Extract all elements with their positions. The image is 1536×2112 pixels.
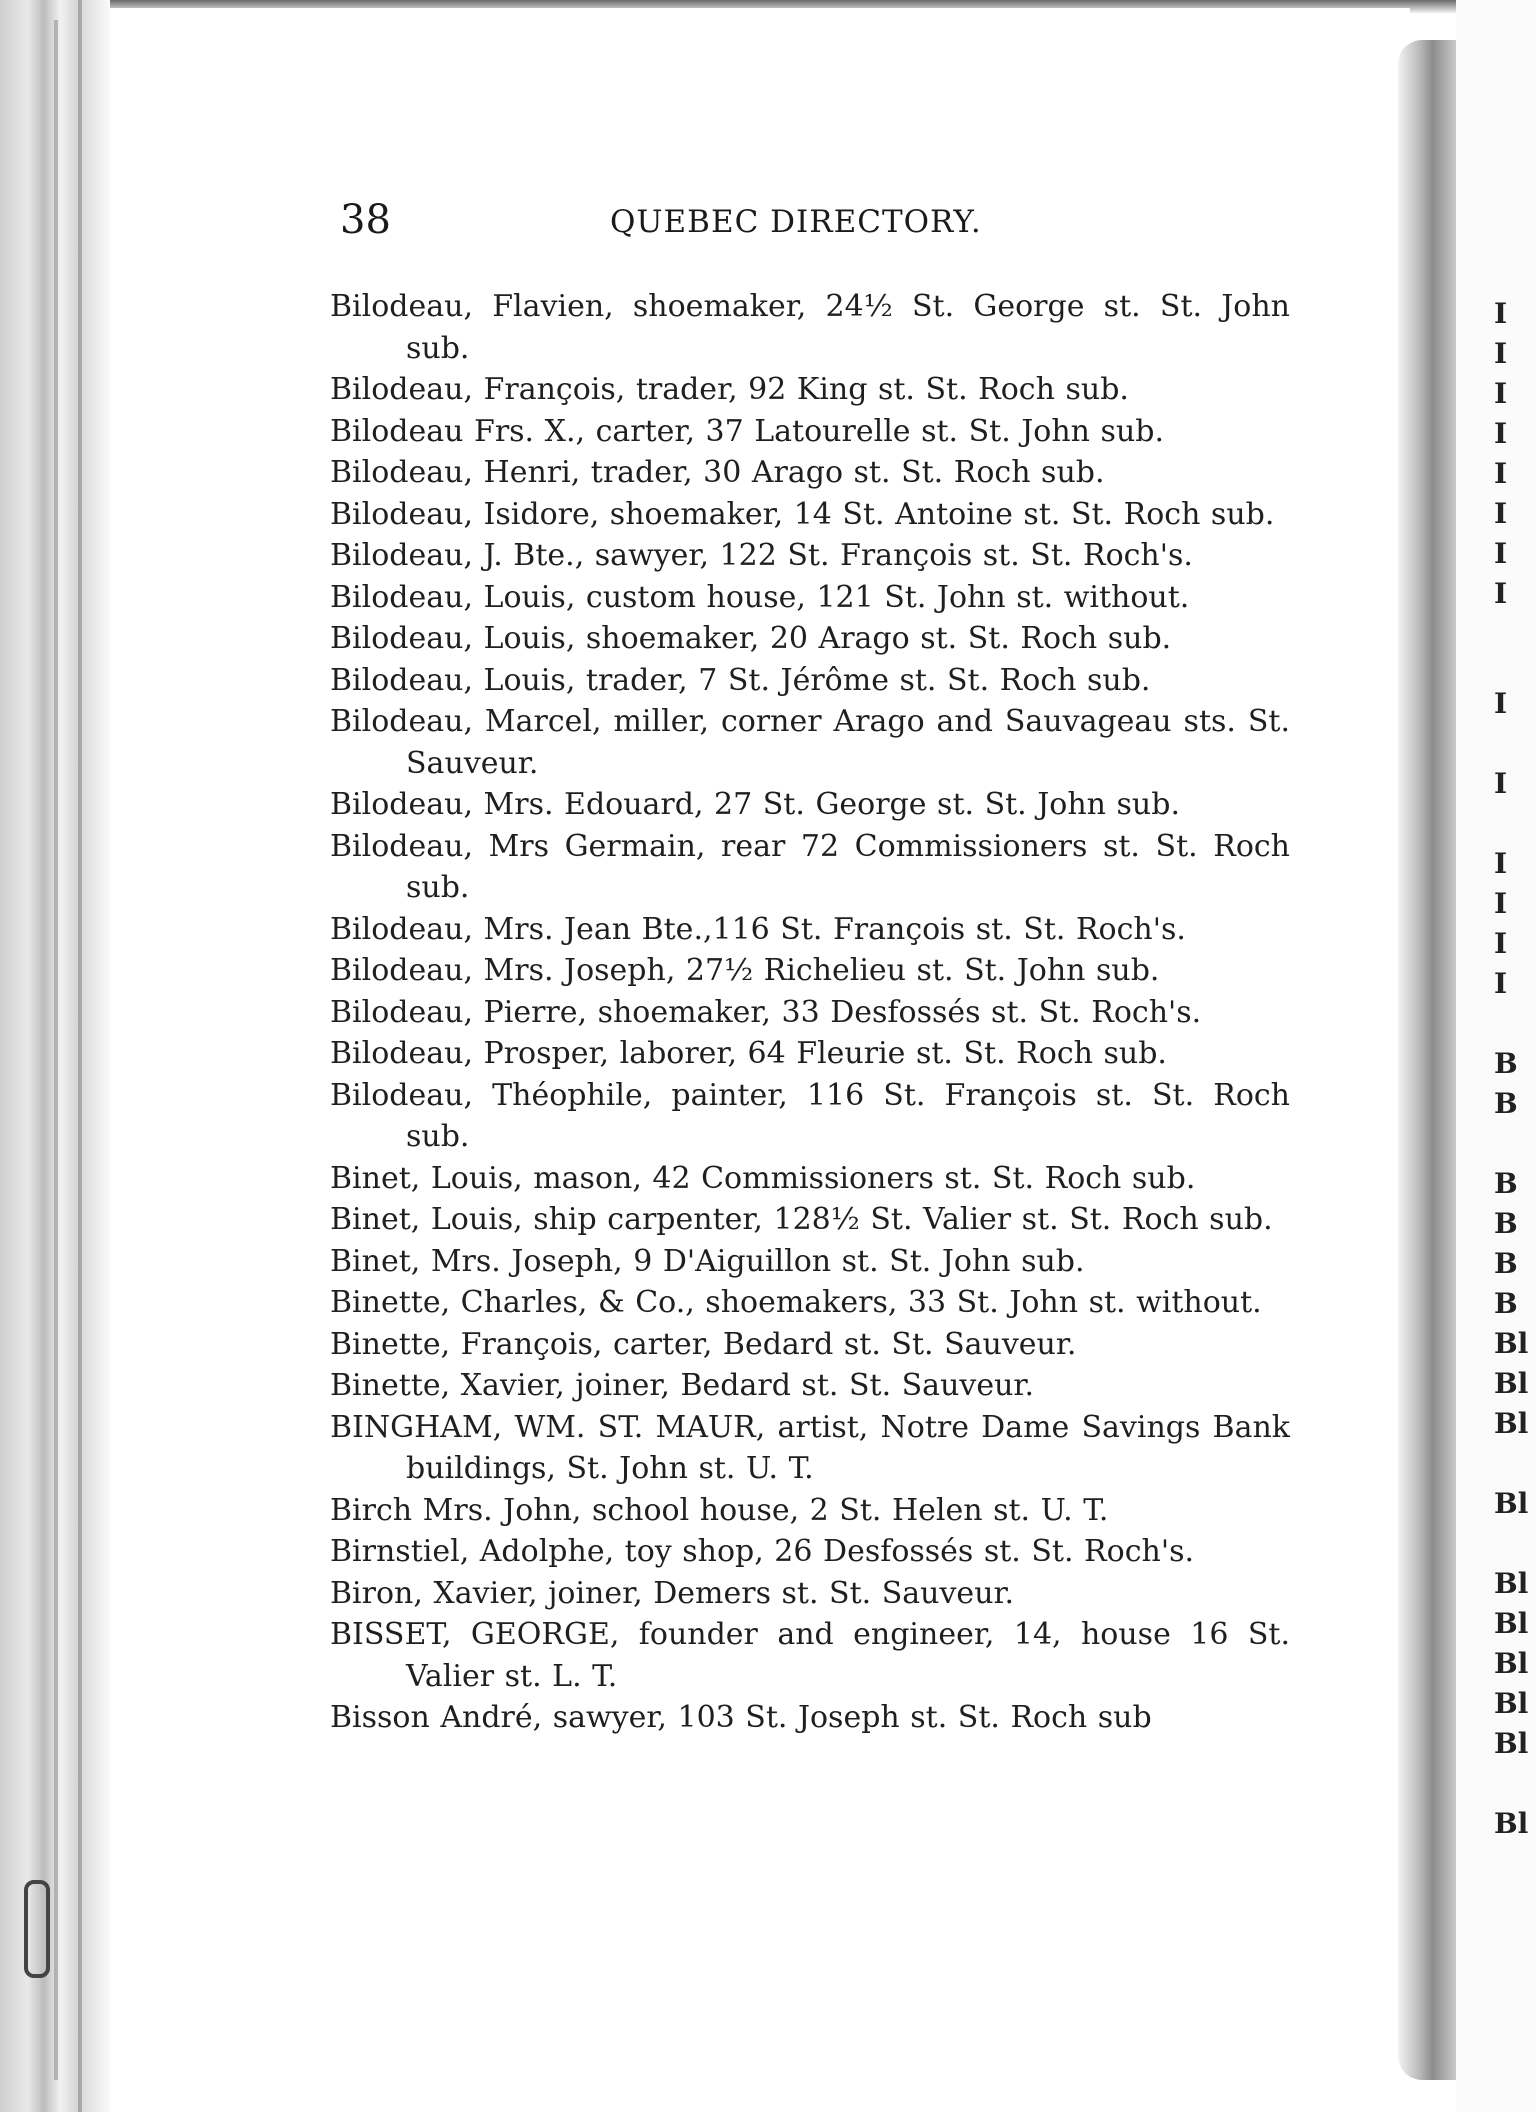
directory-entry: Bilodeau, Mrs. Edouard, 27 St. George st. St. John sub. (330, 787, 1180, 822)
directory-entry: Bilodeau Frs. X., carter, 37 Latourelle st. St. John sub. (330, 413, 1164, 449)
directory-entry: Bilodeau, Prosper, laborer, 64 Fleurie st. St. Roch sub. (330, 1036, 1167, 1071)
directory-entry: Bilodeau, J. Bte., sawyer, 122 St. François st. St. Roch's. (330, 538, 1193, 573)
adjacent-page-letter: I (1494, 577, 1508, 610)
directory-entry: Birnstiel, Adolphe, toy shop, 26 Desfossés st. St. Roch's. (330, 1534, 1195, 1569)
directory-entries (330, 286, 1290, 1739)
directory-entry: Bilodeau, Mrs. Jean Bte.,116 St. François st. St. Roch's. (330, 911, 1186, 947)
running-head: QUEBEC DIRECTORY. (610, 204, 982, 240)
directory-entry: Binet, Louis, ship carpenter, 128½ St. Valier st. St. Roch sub. (330, 1202, 1273, 1237)
adjacent-page-letter: I (1494, 767, 1508, 800)
directory-entry: Bilodeau, Isidore, shoemaker, 14 St. Antoine st. St. Roch sub. (330, 496, 1275, 532)
adjacent-page-letter: I (1494, 847, 1508, 880)
directory-entry: Bilodeau, Pierre, shoemaker, 33 Desfossés st. St. Roch's. (330, 994, 1202, 1030)
adjacent-page-letter: I (1494, 417, 1508, 450)
directory-entry: Bilodeau, Henri, trader, 30 Arago st. St. Roch sub. (330, 455, 1105, 490)
adjacent-page-edge (1456, 0, 1536, 2112)
adjacent-page-letter: Bl (1494, 1487, 1529, 1520)
directory-entry: Binette, François, carter, Bedard st. St. Sauveur. (330, 1326, 1077, 1362)
adjacent-page-letter: I (1494, 887, 1508, 920)
adjacent-page-letter: B (1494, 1207, 1518, 1240)
directory-entry: Bilodeau, Louis, custom house, 121 St. John st. without. (330, 579, 1190, 615)
adjacent-page-letter: B (1494, 1167, 1518, 1200)
directory-entry: Bilodeau, Mrs. Joseph, 27½ Richelieu st. St. John sub. (330, 953, 1160, 988)
directory-entry: BINGHAM, WM. ST. MAUR, artist, Notre Dame Savings Bank buildings, St. John st. U. T. (330, 1409, 1290, 1486)
directory-entry: Bilodeau, Théophile, painter, 116 St. François st. St. Roch sub. (330, 1077, 1290, 1154)
adjacent-page-letter: I (1494, 377, 1508, 410)
directory-entry: Bilodeau, Louis, trader, 7 St. Jérôme st. St. Roch sub. (330, 662, 1151, 698)
adjacent-page-letter: I (1494, 297, 1508, 330)
adjacent-page-letter: B (1494, 1287, 1518, 1320)
adjacent-page-letter: Bl (1494, 1727, 1529, 1760)
adjacent-page-letter: B (1494, 1247, 1518, 1280)
directory-entry: Binette, Xavier, joiner, Bedard st. St. Sauveur. (330, 1368, 1034, 1403)
adjacent-page-letter: Bl (1494, 1567, 1529, 1600)
adjacent-page-letter: B (1494, 1047, 1518, 1080)
adjacent-page-letter: I (1494, 337, 1508, 370)
adjacent-page-letter: Bl (1494, 1367, 1529, 1400)
directory-entry: Biron, Xavier, joiner, Demers st. St. Sauveur. (330, 1575, 1015, 1611)
adjacent-page-letter: I (1494, 927, 1508, 960)
directory-entry: Binet, Louis, mason, 42 Commissioners st. St. Roch sub. (330, 1160, 1196, 1196)
directory-entry: Bilodeau, Flavien, shoemaker, 24½ St. George st. St. John sub. (330, 289, 1290, 366)
adjacent-page-letter: I (1494, 457, 1508, 490)
adjacent-page-letter: Bl (1494, 1807, 1529, 1840)
adjacent-page-letter: Bl (1494, 1647, 1529, 1680)
page-number: 38 (340, 197, 391, 243)
adjacent-page-letter: I (1494, 967, 1508, 1000)
adjacent-page-letter: I (1494, 687, 1508, 720)
page-stack-edge (0, 0, 110, 2112)
directory-entry: Bilodeau, Marcel, miller, corner Arago and Sauvageau sts. St. Sauveur. (330, 704, 1290, 781)
page-edge-line (54, 20, 58, 2080)
directory-entry: Bilodeau, Mrs Germain, rear 72 Commissioners st. St. Roch sub. (330, 828, 1290, 905)
adjacent-page-letter: I (1494, 537, 1508, 570)
adjacent-page-letter: Bl (1494, 1327, 1529, 1360)
directory-entry: Bisson André, sawyer, 103 St. Joseph st. St. Roch sub (330, 1700, 1152, 1735)
adjacent-page-letter: Bl (1494, 1407, 1529, 1440)
adjacent-page-letter: I (1494, 497, 1508, 530)
adjacent-page-letter: Bl (1494, 1687, 1529, 1720)
page-edge-line (78, 0, 82, 2112)
directory-entry: Birch Mrs. John, school house, 2 St. Helen st. U. T. (330, 1492, 1109, 1528)
directory-entry: Binette, Charles, & Co., shoemakers, 33 St. John st. without. (330, 1285, 1262, 1320)
directory-entry: Bilodeau, Louis, shoemaker, 20 Arago st. St. Roch sub. (330, 621, 1172, 656)
adjacent-page-letter: Bl (1494, 1607, 1529, 1640)
page-fold-shadow (1398, 40, 1456, 2080)
directory-entry: Binet, Mrs. Joseph, 9 D'Aiguillon st. St. John sub. (330, 1243, 1085, 1279)
directory-entry: Bilodeau, François, trader, 92 King st. St. Roch sub. (330, 372, 1129, 407)
binding-mark (24, 1880, 50, 1978)
adjacent-page-letter: B (1494, 1087, 1518, 1120)
page-header (340, 196, 1340, 244)
directory-entry: BISSET, GEORGE, founder and engineer, 14, house 16 St. Valier st. L. T. (330, 1617, 1290, 1694)
